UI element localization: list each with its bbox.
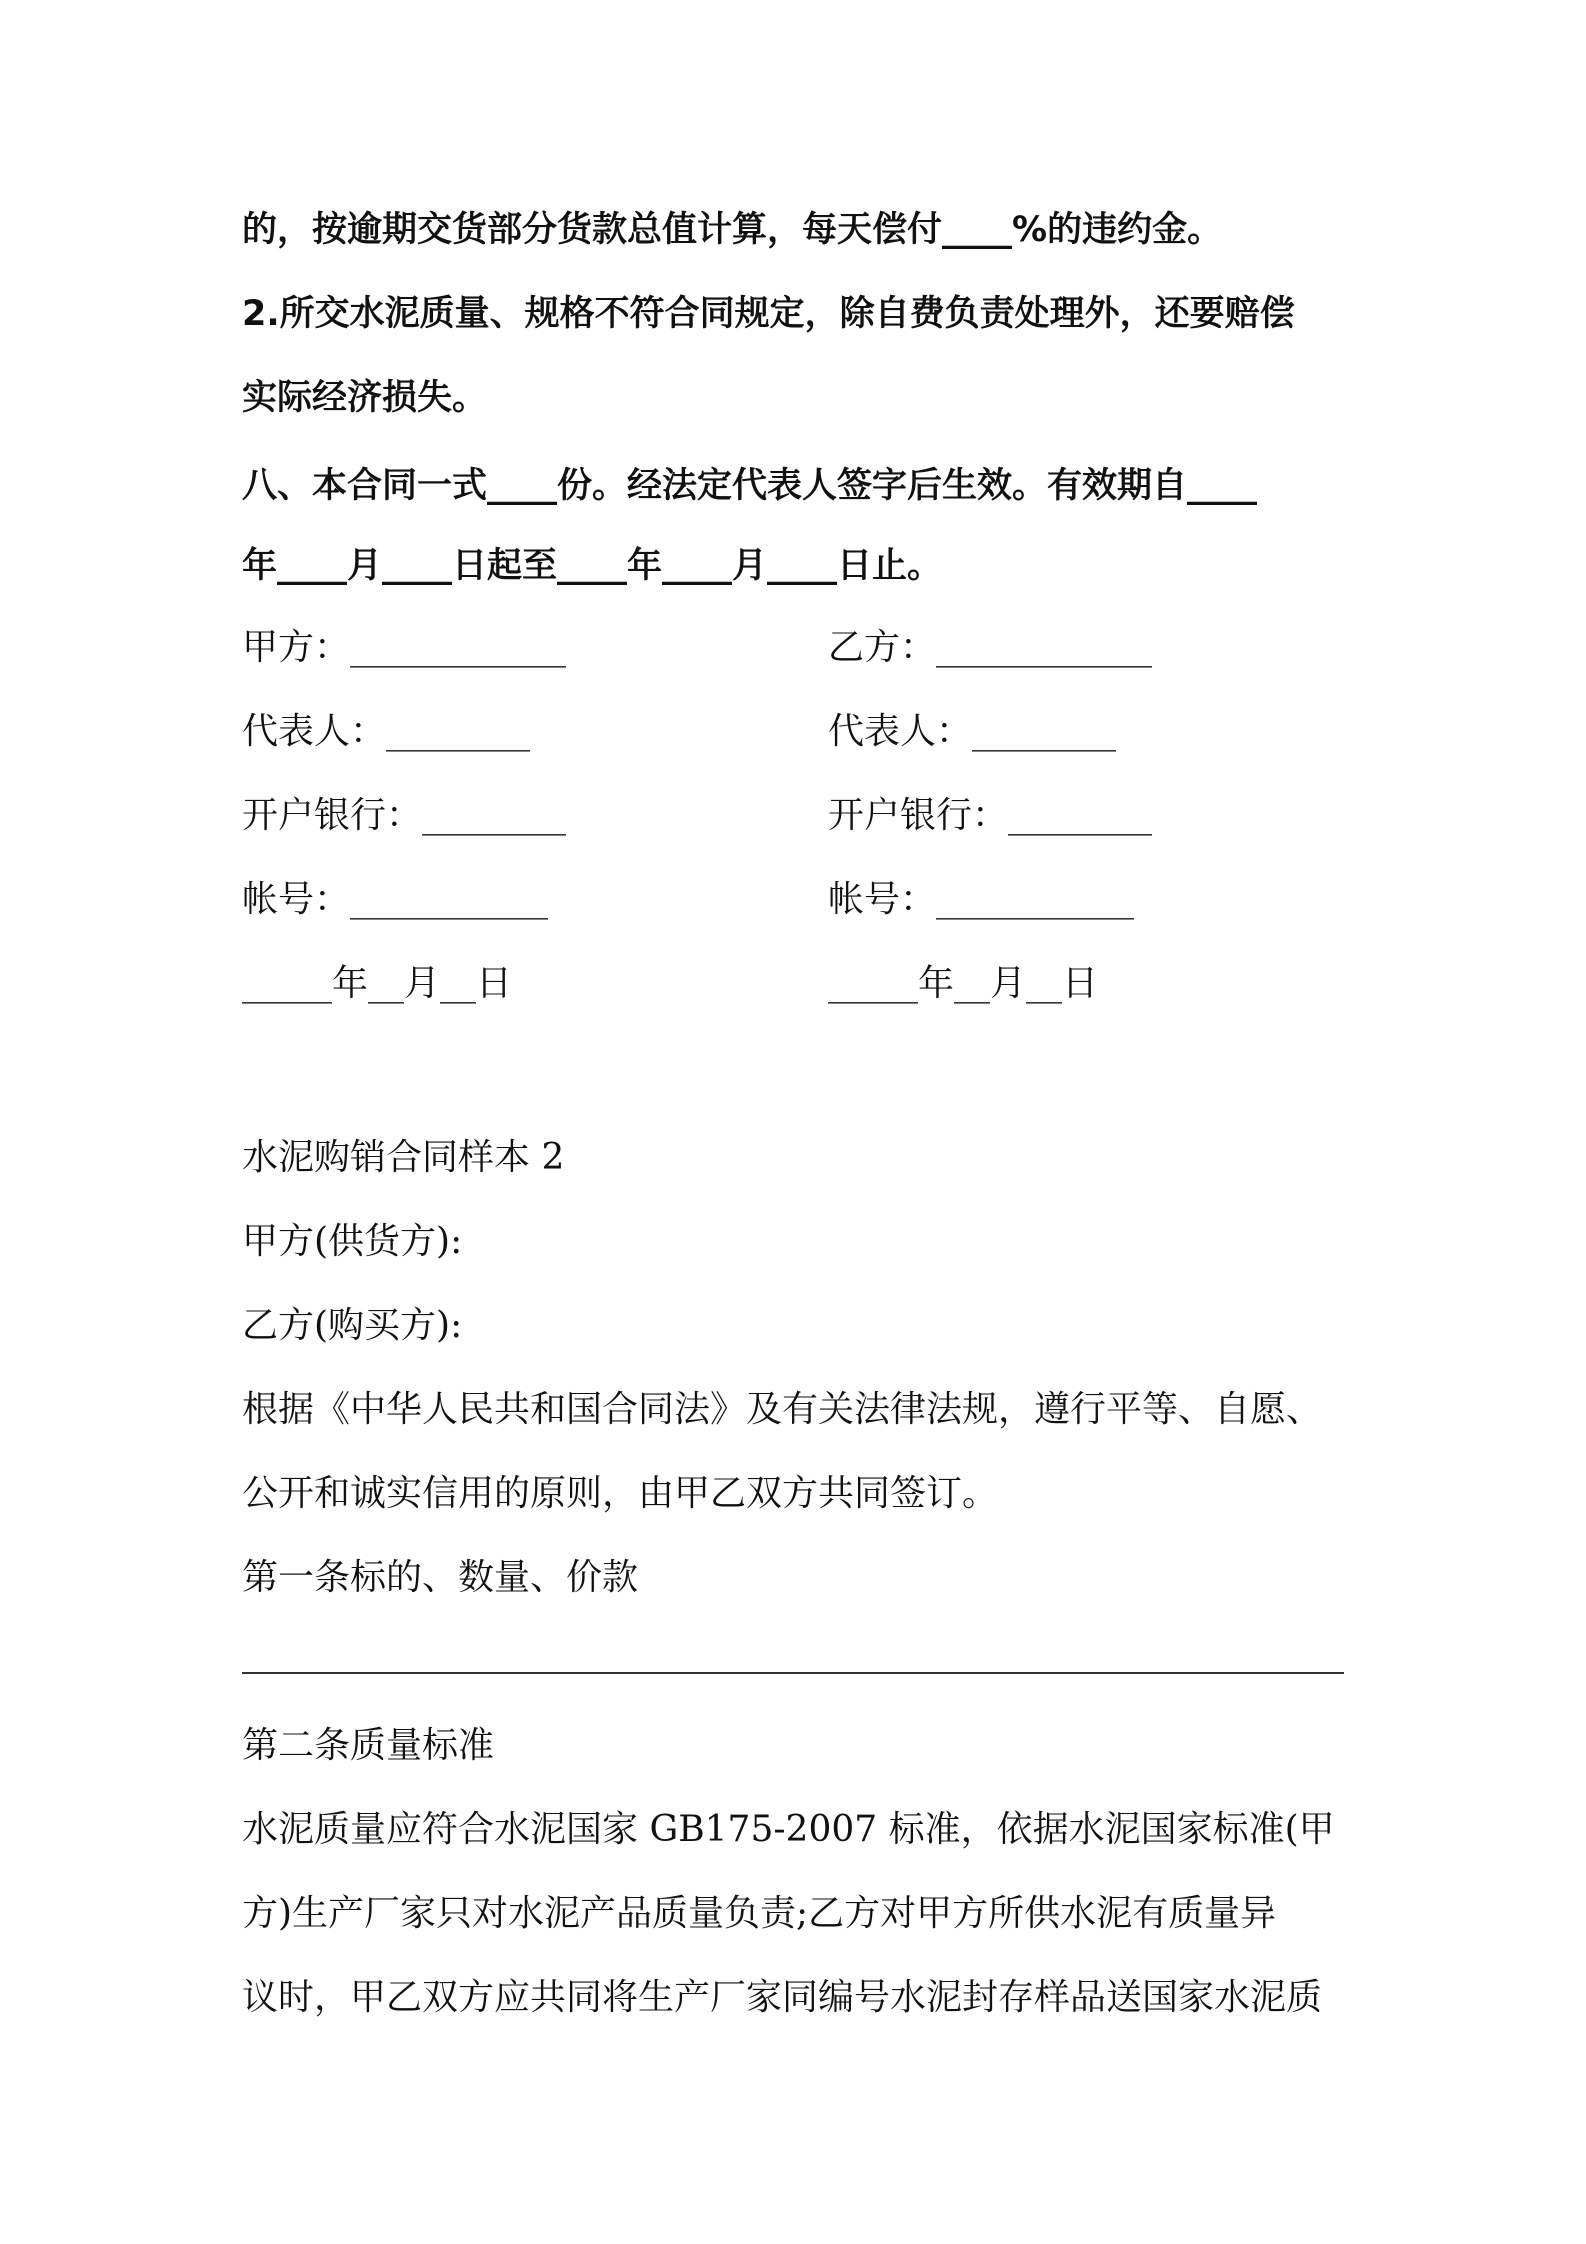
quality-standard-line-1: 水泥质量应符合水泥国家 GB175-2007 标准，依据水泥国家标准(甲 <box>242 1809 1335 1850</box>
party-b-field: 乙方：____________ <box>828 627 1153 668</box>
quality-standard-line-3: 议时，甲乙双方应共同将生产厂家同编号水泥封存样品送国家水泥质 <box>242 1977 1323 2018</box>
penalty-clause-line: 的，按逾期交货部分货款总值计算，每天偿付____%的违约金。 <box>242 210 1223 250</box>
quality-clause-line-1: 2.所交水泥质量、规格不符合同规定，除自费负责处理外，还要赔偿 <box>242 294 1295 334</box>
party-b-account-field: 帐号：___________ <box>828 879 1135 920</box>
party-b-bank-field: 开户银行：________ <box>828 795 1153 836</box>
party-a-representative-field: 代表人：________ <box>242 711 531 752</box>
sample2-intro-line-1: 根据《中华人民共和国合同法》及有关法律法规，遵行平等、自愿、 <box>242 1389 1323 1430</box>
copies-clause-line-1: 八、本合同一式____份。经法定代表人签字后生效。有效期自____ <box>242 466 1258 506</box>
article-1-heading: 第一条标的、数量、价款 <box>242 1557 639 1598</box>
sample2-supplier-line: 甲方(供货方): <box>242 1221 463 1262</box>
copies-clause-line-2: 年____月____日起至____年____月____日止。 <box>242 546 943 586</box>
party-a-account-field: 帐号：___________ <box>242 879 549 920</box>
party-b-representative-field: 代表人：________ <box>828 711 1117 752</box>
quality-standard-line-2: 方)生产厂家只对水泥产品质量负责;乙方对甲方所供水泥有质量异 <box>242 1893 1277 1934</box>
sample2-title: 水泥购销合同样本 2 <box>242 1137 565 1178</box>
sample2-buyer-line: 乙方(购买方): <box>242 1305 463 1346</box>
sample2-intro-line-2: 公开和诚实信用的原则，由甲乙双方共同签订。 <box>242 1473 999 1514</box>
party-a-bank-field: 开户银行：________ <box>242 795 567 836</box>
article-1-blank-line <box>242 1672 1344 1674</box>
party-a-field: 甲方：____________ <box>242 627 567 668</box>
quality-clause-line-2: 实际经济损失。 <box>242 378 488 418</box>
article-2-heading: 第二条质量标准 <box>242 1725 495 1766</box>
party-b-date-field: _____年__月__日 <box>828 963 1099 1004</box>
party-a-date-field: _____年__月__日 <box>242 963 513 1004</box>
